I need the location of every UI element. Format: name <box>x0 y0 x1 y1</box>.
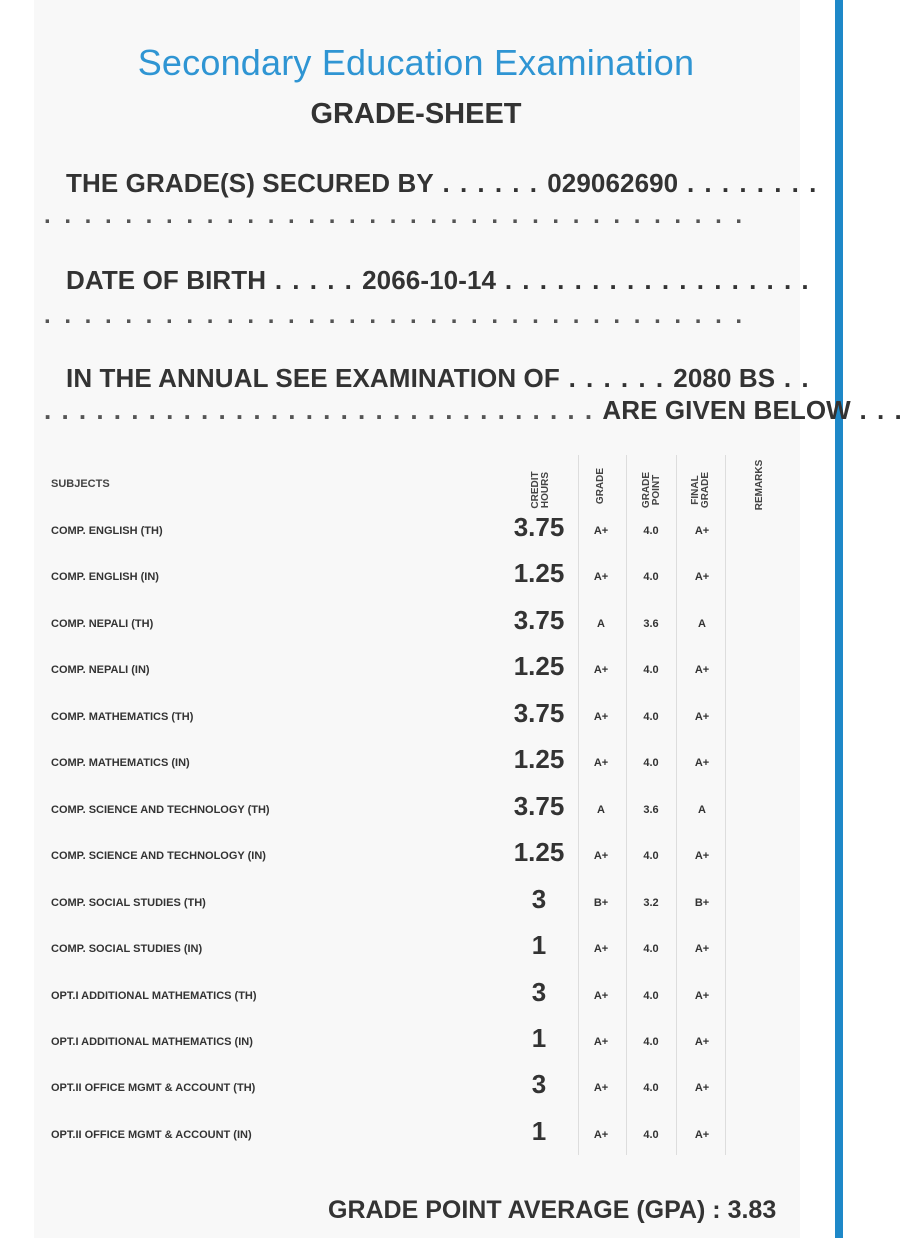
subject-name: COMP. SOCIAL STUDIES (TH) <box>51 896 206 909</box>
subject-name: COMP. SOCIAL STUDIES (IN) <box>51 943 203 956</box>
final-grade: A+ <box>694 943 710 956</box>
subject-name: OPT.I ADDITIONAL MATHEMATICS (IN) <box>51 1035 253 1048</box>
credit-hours: 3.75 <box>513 604 565 635</box>
grade-point: 4.0 <box>643 1128 659 1141</box>
final-grade: A+ <box>694 1082 710 1095</box>
final-grade: A+ <box>694 850 710 863</box>
subject-name: OPT.I ADDITIONAL MATHEMATICS (TH) <box>51 989 257 1002</box>
credit-hours: 3.75 <box>513 790 565 821</box>
credit-hours: 1 <box>531 1115 547 1146</box>
grade-point: 4.0 <box>643 1082 659 1095</box>
credit-hours: 3.75 <box>513 697 565 728</box>
secured-by-label: THE GRADE(S) SECURED BY <box>66 168 434 198</box>
table-row <box>0 651 843 691</box>
final-grade: A+ <box>694 1128 710 1141</box>
grade: A <box>597 803 605 816</box>
given-below-text: ARE GIVEN BELOW <box>602 395 851 425</box>
table-row <box>0 791 843 831</box>
credit-hours: 1 <box>531 930 547 961</box>
table-row <box>0 744 843 784</box>
table-row <box>0 1023 843 1063</box>
grade-point: 4.0 <box>643 757 659 770</box>
table-row <box>0 884 843 924</box>
credit-hours: 3 <box>531 883 547 914</box>
gpa-label: GRADE POINT AVERAGE (GPA) : <box>328 1196 721 1224</box>
grade-point: 4.0 <box>643 664 659 677</box>
final-grade: A+ <box>694 710 710 723</box>
subject-name: COMP. NEPALI (TH) <box>51 617 154 630</box>
grade: A+ <box>593 757 609 770</box>
grade-point: 4.0 <box>643 943 659 956</box>
table-row <box>0 930 843 970</box>
header-grade-point: GRADE POINT <box>641 471 662 509</box>
table-row <box>0 1116 843 1156</box>
grade: A+ <box>593 943 609 956</box>
credit-hours: 3 <box>531 976 547 1007</box>
dob-value: 2066-10-14 <box>362 265 497 295</box>
final-grade: A+ <box>694 525 710 537</box>
grade-point: 4.0 <box>643 710 659 723</box>
header-credit-hours: CREDIT HOURS <box>530 471 551 509</box>
exam-year: 2080 BS <box>673 363 776 393</box>
grade-point: 4.0 <box>643 525 659 537</box>
dob-label: DATE OF BIRTH <box>66 265 267 295</box>
page-subtitle: GRADE-SHEET <box>310 98 522 130</box>
credit-hours: 1 <box>531 1022 547 1053</box>
grade: A+ <box>593 1035 609 1048</box>
grade: A+ <box>593 1082 609 1095</box>
grade-point: 4.0 <box>643 571 659 584</box>
grade: A+ <box>593 989 609 1002</box>
given-below-line: . . . . . . . . . . . . . . . . . . . . . . . . . . . . . . . . ARE GIVEN BELOW . . . <box>44 395 903 425</box>
page-title: Secondary Education Examination <box>137 42 695 83</box>
credit-hours: 3.75 <box>513 512 565 542</box>
grade-point: 4.0 <box>643 850 659 863</box>
grade: A <box>597 617 605 630</box>
subject-name: COMP. MATHEMATICS (TH) <box>51 710 194 723</box>
subject-name: OPT.II OFFICE MGMT & ACCOUNT (IN) <box>51 1128 252 1141</box>
grade: A+ <box>593 664 609 677</box>
header-remarks: REMARKS <box>754 459 765 511</box>
final-grade: A+ <box>694 757 710 770</box>
grade-point: 3.2 <box>643 896 659 909</box>
dob-line: DATE OF BIRTH . . . . . 2066-10-14 . . . . . . . . . . . . . . . . . . <box>66 265 811 295</box>
dotted-divider: . . . . . . . . . . . . . . . . . . . . . . . . . . . . . . . . . . . <box>44 302 746 329</box>
subject-name: COMP. SCIENCE AND TECHNOLOGY (IN) <box>51 850 266 863</box>
table-row <box>0 1069 843 1109</box>
grade: A+ <box>593 1128 609 1141</box>
final-grade: B+ <box>694 896 710 909</box>
credit-hours: 1.25 <box>513 837 565 868</box>
credit-hours: 1.25 <box>513 651 565 682</box>
subject-name: COMP. ENGLISH (IN) <box>51 571 159 584</box>
table-row <box>0 605 843 645</box>
final-grade: A+ <box>694 1035 710 1048</box>
grade-point: 3.6 <box>643 617 659 630</box>
exam-line: IN THE ANNUAL SEE EXAMINATION OF . . . . . . 2080 BS . . <box>66 363 811 393</box>
header-grade: GRADE <box>595 467 606 505</box>
grade-point: 4.0 <box>643 989 659 1002</box>
subject-name: COMP. NEPALI (IN) <box>51 664 150 677</box>
grade: A+ <box>593 850 609 863</box>
final-grade: A+ <box>694 571 710 584</box>
table-row <box>0 837 843 877</box>
secured-by-line: THE GRADE(S) SECURED BY . . . . . . 029062690 . . . . . . . . <box>66 168 818 198</box>
credit-hours: 1.25 <box>513 558 565 589</box>
header-final-grade: FINAL GRADE <box>690 471 711 509</box>
grade: A+ <box>593 525 609 537</box>
final-grade: A+ <box>694 664 710 677</box>
credit-hours: 3 <box>531 1069 547 1100</box>
dotted-divider: . . . . . . . . . . . . . . . . . . . . . . . . . . . . . . . . . . . <box>44 202 746 229</box>
gpa-line <box>328 1196 776 1225</box>
grade-point: 3.6 <box>643 803 659 816</box>
table-row <box>0 698 843 738</box>
subject-name: COMP. SCIENCE AND TECHNOLOGY (TH) <box>51 803 270 816</box>
header-subjects: SUBJECTS <box>51 478 110 490</box>
final-grade: A+ <box>694 989 710 1002</box>
table-row <box>0 977 843 1017</box>
final-grade: A <box>698 617 706 630</box>
subject-name: COMP. ENGLISH (TH) <box>51 525 163 537</box>
final-grade: A <box>698 803 706 816</box>
grade: A+ <box>593 571 609 584</box>
symbol-number: 029062690 <box>547 168 679 198</box>
grade: B+ <box>593 896 609 909</box>
grade-point: 4.0 <box>643 1035 659 1048</box>
grade: A+ <box>593 710 609 723</box>
table-row <box>0 558 843 598</box>
subject-name: COMP. MATHEMATICS (IN) <box>51 757 190 770</box>
gpa-value: 3.83 <box>727 1196 777 1224</box>
subject-name: OPT.II OFFICE MGMT & ACCOUNT (TH) <box>51 1082 256 1095</box>
table-row <box>0 512 843 552</box>
exam-label: IN THE ANNUAL SEE EXAMINATION OF <box>66 363 560 393</box>
credit-hours: 1.25 <box>513 744 565 775</box>
